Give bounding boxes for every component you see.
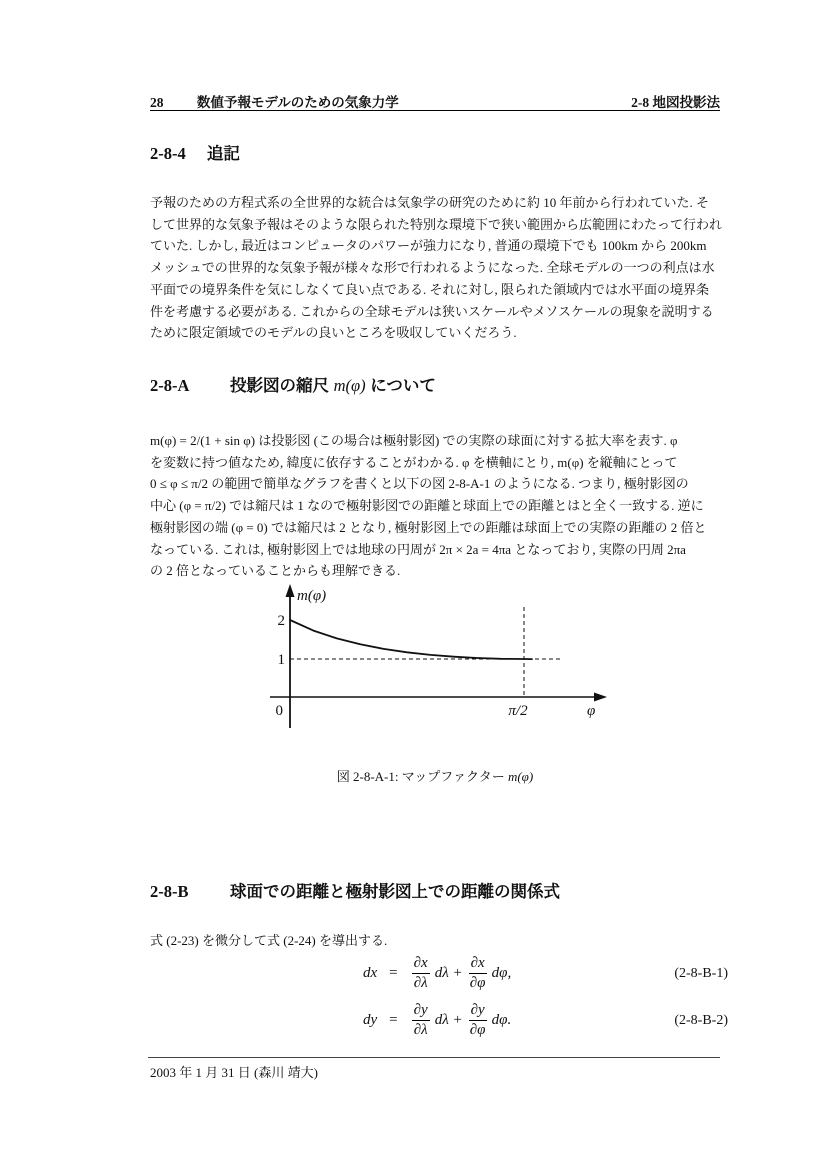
section-number: 2-8-4 [150, 144, 186, 163]
text-line: 予報のための方程式系の全世界的な統合は気象学の研究のために約 10 年前から行われていた. そ [150, 195, 710, 210]
eq-fraction [412, 955, 430, 992]
text-line: m(φ) = 2/(1 + sin φ) は投影図 (この場合は極射影図) での実際の球面に対する拡大率を表す. φ [150, 433, 678, 448]
text-line: ために限定領域でのモデルの良いところを吸収していくだろう. [150, 325, 517, 341]
eq-fraction-denominator: ∂φ [469, 1022, 486, 1038]
section-number: 2-8-A [150, 376, 190, 395]
eq-middle-term: dλ + [434, 1012, 463, 1028]
eq-equals-sign: = [389, 1012, 398, 1028]
section-heading-2-8-B [150, 878, 560, 902]
eq-fraction-numerator: ∂x [412, 955, 430, 974]
equation-intro-text: 式 (2-23) を微分して式 (2-24) を導出する. [150, 933, 388, 948]
section-title: 追記 [207, 145, 240, 163]
text-line: 件を考慮する必要がある. これからの全球モデルは狭いスケールやメソスケールの現象を説明する [150, 303, 714, 319]
eq-fraction [469, 955, 487, 992]
y-tick-2: 2 [277, 613, 285, 629]
y-axis-label: m(φ) [297, 588, 327, 604]
eq-lhs: dx [363, 965, 378, 981]
equation-2-8-B-2 [150, 997, 728, 1044]
eq-fraction-numerator: ∂y [412, 1002, 430, 1021]
map-factor-curve [290, 620, 532, 659]
text-line: 極射影図の端 (φ = 0) では縮尺は 2 となり, 極射影図上での距離は球面上での実際の距離の 2 倍と [150, 519, 707, 535]
eq-tail-term: dφ. [491, 1012, 512, 1028]
section-title-post: について [365, 377, 436, 395]
header-chapter-number: 2-8 [631, 95, 650, 110]
y-tick-1: 1 [277, 652, 285, 668]
section-title: 投影図の縮尺 [230, 377, 334, 395]
footer-rule [148, 1057, 720, 1058]
text-line: メッシュでの世界的な気象予報が様々な形で行われるようになった. 全球モデルの一つの利点は水 [150, 260, 715, 276]
section-heading-2-8-4 [150, 140, 240, 164]
equation-number: (2-8-B-1) [674, 965, 728, 981]
header-book-title: 数値予報モデルのための気象力学 [196, 95, 399, 110]
eq-lhs: dy [363, 1012, 378, 1028]
eq-tail-term: dφ, [491, 965, 512, 981]
section-number: 2-8-B [150, 882, 189, 901]
eq-fraction [469, 1002, 487, 1039]
eq-fraction-numerator: ∂x [469, 955, 487, 974]
header-right [631, 91, 720, 111]
header-left [150, 91, 399, 111]
x-axis-label: φ [587, 703, 596, 719]
section-title-math: m(φ) [333, 376, 366, 395]
eq-middle-term: dλ + [434, 965, 463, 981]
x-axis-arrow-icon [594, 693, 607, 702]
paragraph-1 [150, 192, 723, 344]
section-title: 球面での距離と極射影図上での距離の関係式 [230, 883, 560, 901]
paragraph-2 [150, 430, 720, 582]
page-header [150, 91, 720, 111]
text-line: 平面での境界条件を気にしなくて良い点である. それに対し, 限られた領域内では水平面の境界条 [150, 281, 710, 297]
figure-map-factor-plot [255, 582, 615, 737]
figure-caption-math: m(φ) [507, 769, 534, 784]
text-line: 0 ≤ φ ≤ π/2 の範囲で簡単なグラフを書くと以下の図 2-8-A-1 のようになる. つまり, 極射影図の [150, 476, 689, 492]
equation-block [150, 950, 728, 1044]
section-heading-2-8-A [150, 372, 436, 396]
equation-2-8-B-1 [150, 950, 728, 997]
figure-caption [150, 766, 720, 785]
x-tick-0: 0 [275, 703, 283, 719]
text-line: を変数に持つ値なため, 緯度に依存することがわかる. φ を横軸にとり, m(φ) を縦軸にとって [150, 454, 678, 470]
eq-equals-sign: = [389, 965, 398, 981]
eq-fraction-denominator: ∂φ [469, 975, 486, 991]
x-tick-half-pi: π/2 [508, 703, 528, 719]
eq-fraction [412, 1002, 430, 1039]
text-line: して世界的な気象予報はそのような限られた特別な環境下で狭い範囲から広範囲にわたって行われ [150, 216, 723, 232]
text-line: 中心 (φ = π/2) では縮尺は 1 なので極射影図での距離と球面上での距離とはと全く一致する. 逆に [150, 498, 704, 514]
eq-fraction-denominator: ∂λ [413, 975, 428, 991]
eq-fraction-numerator: ∂y [469, 1002, 487, 1021]
text-line: の 2 倍となっていることからも理解できる. [150, 563, 401, 579]
footer-date-author: 2003 年 1 月 31 日 (森川 靖大) [150, 1065, 318, 1080]
text-line: なっている. これは, 極射影図上では地球の円周が 2π × 2a = 4πa となっており, 実際の円周 2πa [150, 541, 686, 557]
text-line: ていた. しかし, 最近はコンピュータのパワーが強力になり, 普通の環境下でも 100km から 200km [150, 238, 707, 254]
figure-caption-text: 図 2-8-A-1: マップファクター [336, 769, 508, 784]
equation-number: (2-8-B-2) [674, 1012, 728, 1028]
header-chapter-title: 地図投影法 [652, 95, 720, 110]
y-axis-arrow-icon [286, 584, 295, 597]
page-number: 28 [150, 95, 164, 110]
map-factor-chart [255, 582, 615, 732]
eq-fraction-denominator: ∂λ [413, 1022, 428, 1038]
